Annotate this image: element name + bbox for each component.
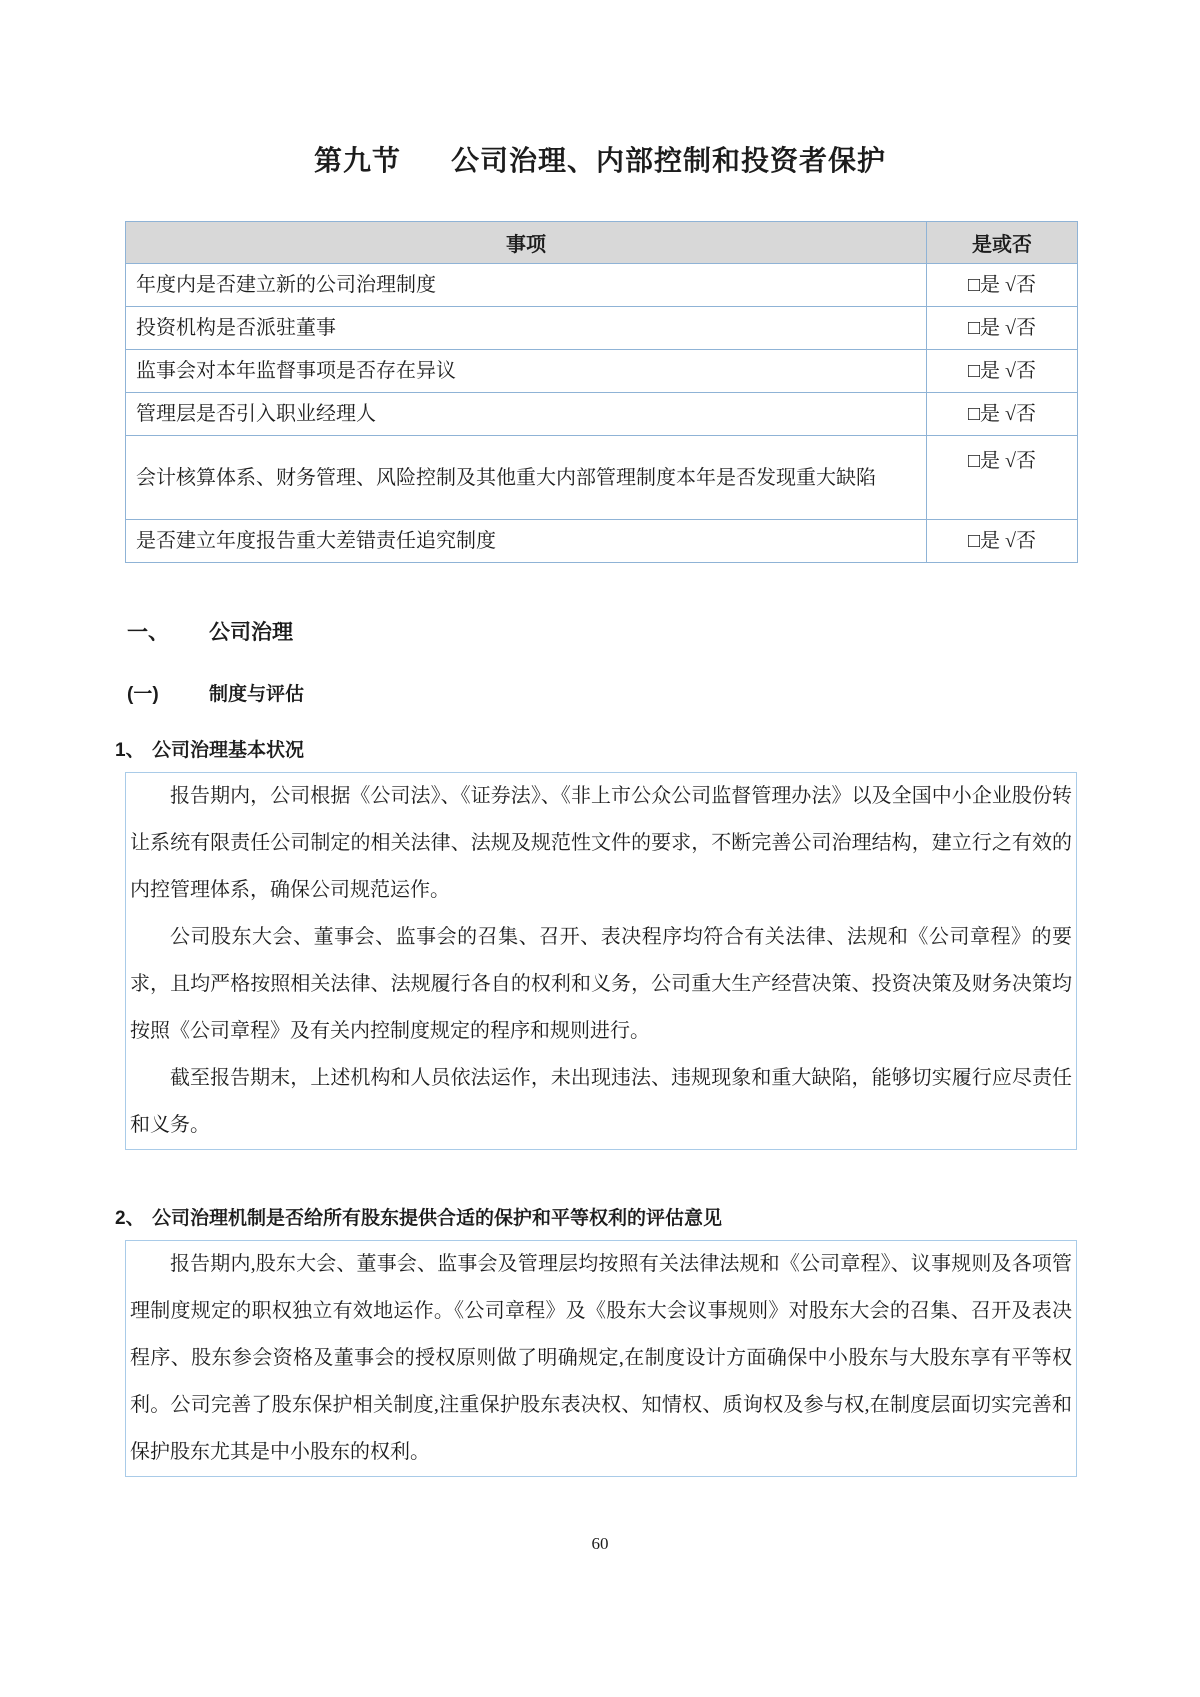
answer-cell: □是 √否 (927, 436, 1078, 520)
page-number: 60 (591, 1534, 609, 1553)
table-header-item: 事项 (126, 222, 927, 264)
answer-cell: □是 √否 (927, 393, 1078, 436)
table-row (126, 520, 1078, 563)
shareholder-protection-box (125, 1240, 1077, 1477)
answer-cell: □是 √否 (927, 350, 1078, 393)
question-cell: 监事会对本年监督事项是否存在异议 (126, 350, 927, 393)
heading-number: 1、 (115, 740, 145, 761)
table-row (126, 307, 1078, 350)
answer-cell: □是 √否 (927, 307, 1078, 350)
table-row (126, 436, 1078, 520)
paragraph: 公司股东大会、董事会、监事会的召集、召开、表决程序均符合有关法律、法规和《公司章程》的要求，且均严格按照相关法律、法规履行各自的权利和义务，公司重大生产经营决策、投资决策及财务决策均按照《公司章程》及有关内控制度规定的程序和规则进行。 (130, 926, 1072, 1042)
heading-section-governance (127, 616, 293, 646)
heading-item-governance-status (115, 735, 304, 762)
question-cell: 是否建立年度报告重大差错责任追究制度 (126, 520, 927, 563)
question-cell: 会计核算体系、财务管理、风险控制及其他重大内部管理制度本年是否发现重大缺陷 (126, 436, 927, 520)
governance-questions-table (125, 221, 1078, 563)
governance-status-box (125, 772, 1077, 1150)
heading-label: 制度与评估 (209, 684, 305, 705)
table-row (126, 350, 1078, 393)
table-header-row (126, 222, 1078, 264)
heading-item-shareholder-protection (115, 1203, 722, 1230)
heading-number: 一、 (127, 621, 169, 644)
paragraph: 报告期内,股东大会、董事会、监事会及管理层均按照有关法律法规和《公司章程》、议事规则及各项管理制度规定的职权独立有效地运作。《公司章程》及《股东大会议事规则》对股东大会的召集、召开及表决程序、股东参会资格及董事会的授权原则做了明确规定,在制度设计方面确保中小股东与大股东享有平等权利。公司完善了股东保护相关制度,注重保护股东表决权、知情权、质询权及参与权,在制度层面切实完善和保护股东尤其是中小股东的权利。 (130, 1253, 1072, 1463)
question-cell: 管理层是否引入职业经理人 (126, 393, 927, 436)
table-row (126, 264, 1078, 307)
question-cell: 年度内是否建立新的公司治理制度 (126, 264, 927, 307)
page-title (0, 144, 1200, 178)
heading-label: 公司治理 (209, 621, 293, 644)
heading-label: 公司治理基本状况 (152, 740, 305, 761)
answer-cell: □是 √否 (927, 264, 1078, 307)
heading-number: (一) (127, 684, 159, 705)
paragraph: 截至报告期末，上述机构和人员依法运作，未出现违法、违规现象和重大缺陷，能够切实履行应尽责任和义务。 (130, 1067, 1072, 1136)
title-text: 公司治理、内部控制和投资者保护 (451, 145, 887, 176)
question-cell: 投资机构是否派驻董事 (126, 307, 927, 350)
heading-sub-system-evaluation (127, 679, 304, 706)
heading-label: 公司治理机制是否给所有股东提供合适的保护和平等权利的评估意见 (152, 1208, 723, 1229)
answer-cell: □是 √否 (927, 520, 1078, 563)
section-number: 第九节 (313, 145, 401, 176)
paragraph: 报告期内，公司根据《公司法》、《证券法》、《非上市公众公司监督管理办法》以及全国中小企业股份转让系统有限责任公司制定的相关法律、法规及规范性文件的要求，不断完善公司治理结构，建立行之有效的内控管理体系，确保公司规范运作。 (130, 785, 1072, 901)
heading-number: 2、 (115, 1208, 145, 1229)
table-header-yesno: 是或否 (927, 222, 1078, 264)
table-row (126, 393, 1078, 436)
